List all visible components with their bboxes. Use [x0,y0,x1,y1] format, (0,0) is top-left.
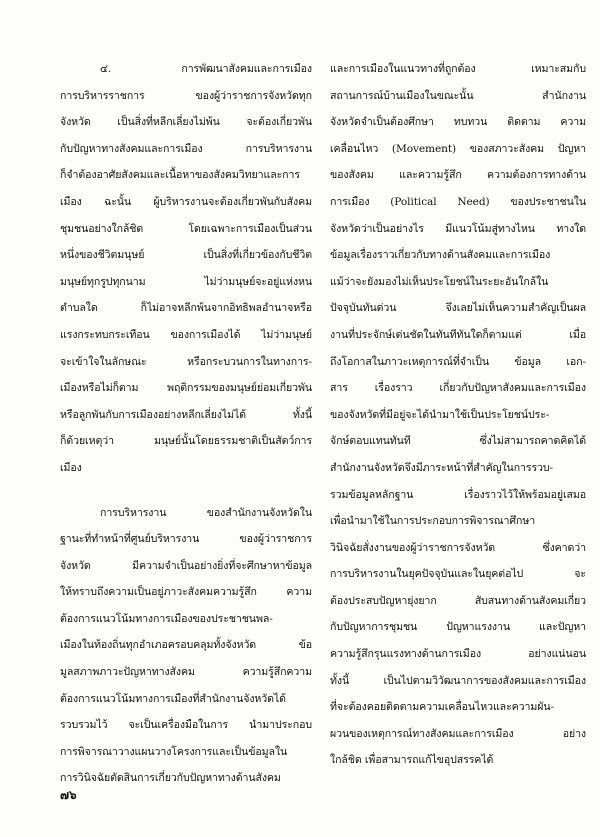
text-line: เคลื่อนไหว (Movement) ของสภาวะสังคม ปัญหา [330,142,586,155]
text-line: ชุมชนอย่างใกล้ชิด โดยเฉพาะการเมืองเป็นส่วน [60,222,312,235]
text-line: จะเข้าใจในลักษณะ หรือกระบวนการในทางการ- [60,355,312,368]
text-line: กับปัญหาการชุมชน ปัญหาแรงงาน และปัญหา [330,621,586,634]
text-line: วินิจฉัยสั่งงานของผู้ว่าราชการจังหวัด ซึ่งคาดว่า [330,541,586,554]
text-line: การพิจารณาวางแผนวางโครงการและเป็นข้อมูลใน [60,745,288,758]
text-line: ที่จะต้องคอยติดตามความเคลื่อนไหวและความผัน- [330,701,554,714]
text-line: เมืองในท้องถิ่นทุกอำเภอครอบคลุมทั้งจังหวัด ข้อ [60,639,312,652]
text-line: รวมข้อมูลหลักฐาน เรื่องราวไว้ให้พร้อมอยู่เสมอ [330,488,586,501]
text-line: จังหวัด เป็นสิ่งที่หลีกเลี่ยงไม่พ้น จะต้องเกี่ยวพัน [60,116,312,129]
text-line: หนึ่งของชีวิตมนุษย์ เป็นสิ่งที่เกี่ยวข้องกับชีวิต [60,249,312,262]
text-line: งานที่ประจักษ์เด่นชัดในทันทีทันใดก็ตามแต่ เมื่อ [330,328,586,341]
text-line: การวินิจฉัยตัดสินการเกี่ยวกับปัญหาทางด้านสังคม [60,772,281,785]
text-line: มูลสภาพภาวะปัญหาทางสังคม ความรู้สึกความ [60,666,312,679]
text-line: ให้ทราบถึงความเป็นอยู่ภาวะสังคมความรู้สึก ความ [60,586,312,599]
text-line: การเมือง (Political Need) ของประชาชนใน [330,195,586,208]
text-line: ก็ด้วยเหตุว่า มนุษย์นั้นโดยธรรมชาติเป็นสัตว์การ [60,435,312,448]
text-line: การบริหารราชการ ของผู้ว่าราชการจังหวัดทุก [60,89,312,102]
text-line: เพื่อนำมาใช้ในการประกอบการพิจารณาศึกษา [330,515,536,528]
paragraph-gap [60,482,312,500]
text-line: จังหวัดจำเป็นต้องศึกษา ทบทวน ติดตาม ความ [330,116,586,129]
text-line: ต้องประสบปัญหายุ่งยาก สับสนทางด้านสังคมเกี่ยว [330,594,586,607]
text-line: แรงกระทบกระเทือน ของการเมืองได้ ไม่ว่ามนุษย์ [60,328,312,341]
section-heading: ๔. การพัฒนาสังคมและการเมือง [100,63,312,75]
text-line: มนุษย์ทุกรูปทุกนาม ไม่ว่ามนุษย์จะอยู่แห่งหน [60,275,312,288]
page-number: ๗๖ [60,788,77,802]
text-line: จักษ์ตอบแทนทันที ซึ่งไม่สามารถคาดคิดได้ [330,435,586,448]
text-line: ความรู้สึกรุนแรงทางด้านการเมือง อย่างแน่นอน [330,648,586,661]
text-line: ฐานะที่ทำหน้าที่ศูนย์บริหารงาน ของผู้ว่าราชการ [60,533,312,546]
text-line: ก็จำต้องอาศัยสังคมและเนื้อหาของสังคมวิทยาและการ [60,169,300,182]
text-line: แม้ว่าจะยังมองไม่เห็นประโยชน์ในระยะอันใกล้ใน [330,275,549,288]
text-line: การบริหารงานในยุคปัจจุบันและในยุคต่อไป จะ [330,568,586,581]
text-line: ผวนของเหตุการณ์ทางสังคมและการเมือง อย่าง [330,727,586,740]
text-line: ใกล้ชิด เพื่อสามารถแก้ไขอุปสรรคได้ [330,754,494,767]
text-line: ปัจจุบันทันด่วน จึงเลยไม่เห็นความสำคัญเป็นผล [330,302,586,315]
left-text-column [60,56,312,792]
text-line: เมือง [60,461,82,474]
text-line: จังหวัด มีความจำเป็นอย่างยิ่งที่จะศึกษาหาข้อมูล [60,559,312,572]
text-line: ของสังคม และความรู้สึก ความต้องการทางด้าน [330,169,586,182]
text-line: กับปัญหาทางสังคมและการเมือง การบริหารงาน [60,142,312,155]
text-line: จังหวัดว่าเป็นอย่างไร มีแนวโน้มสู่ทางไหน ทางใด [330,222,586,235]
text-line: ตำบลใด ก็ไม่อาจหลีกพ้นจากอิทธิพลอำนาจหรือ [60,302,312,315]
text-line: สำนักงานจังหวัดจึงมีภาระหน้าที่สำคัญในการรวบ- [330,461,553,474]
right-text-column [330,56,586,774]
text-line: ของจังหวัดที่มีอยู่จะได้นำมาใช้เป็นประโยชน์ประ- [330,408,550,421]
text-line: หรือลูกพันกับการเมืองอย่างหลีกเลี่ยงไม่ได้ ทั้งนี้ [60,408,312,421]
text-line: ต้องการแนวโน้มทางการเมืองที่สำนักงานจังหวัดได้ [60,692,286,705]
text-line: รวบรวมไว้ จะเป็นเครื่องมือในการ นำมาประกอบ [60,719,312,732]
text-line: สถานการณ์บ้านเมืองในขณะนั้น สำนักงาน [330,89,586,102]
text-line: ทั้งนี้ เป็นไปตามวิวัฒนาการของสังคมและการเมือง [330,674,586,687]
paragraph-start: การบริหารงาน ของสำนักงานจังหวัดใน [100,506,312,519]
text-line: สาร เรื่องราว เกี่ยวกับปัญหาสังคมและการเมือง [330,382,586,395]
text-line: ถึงโอกาสในภาวะเหตุการณ์ที่จำเป็น ข้อมูล เอก- [330,355,586,368]
text-line: เมือง ฉะนั้น ผู้บริหารงานจะต้องเกี่ยวพันกับสังคม [60,195,312,208]
text-line: ข้อมูลเรื่องราวเกี่ยวกับทางด้านสังคมและการเมือง [330,249,551,262]
text-line: เมืองหรือไม่ก็ตาม พฤติกรรมของมนุษย์ย่อมเกี่ยวพัน [60,382,312,395]
text-line: ต้องการแนวโน้มทางการเมืองของประชาชนพล- [60,612,273,625]
text-line: และการเมืองในแนวทางที่ถูกต้อง เหมาะสมกับ [330,63,586,75]
